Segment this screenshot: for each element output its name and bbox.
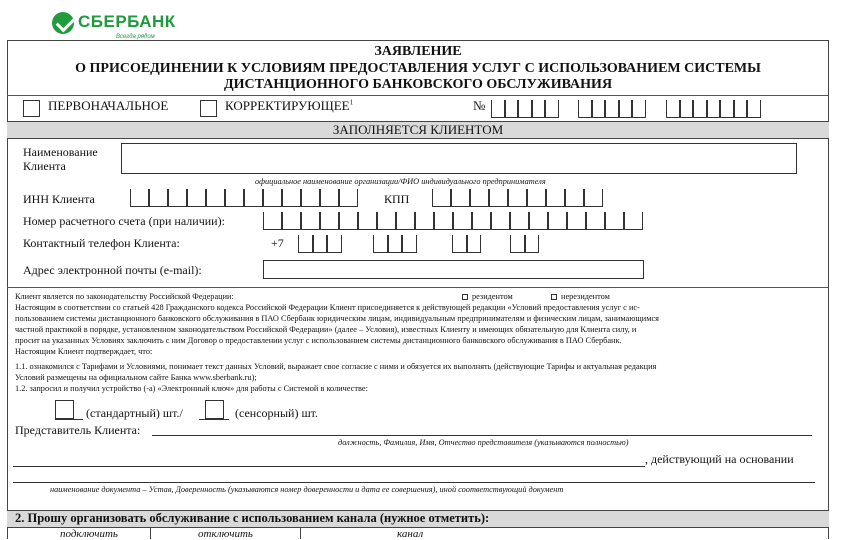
char-cell[interactable] xyxy=(565,189,584,207)
legal-p8: 1.2. запросил и получил устройство (-а) «Электронный ключ» для работы с Системой в количестве: xyxy=(15,384,368,393)
standard-key-count[interactable] xyxy=(55,400,74,419)
initial-label: ПЕРВОНАЧАЛЬНОЕ xyxy=(48,98,169,113)
char-cell[interactable] xyxy=(470,189,489,207)
char-cell[interactable] xyxy=(320,189,339,207)
nonresident-label: нерезидентом xyxy=(561,292,610,301)
char-cell[interactable] xyxy=(491,212,510,230)
section2-col-channel: канал xyxy=(397,528,424,540)
char-cell[interactable] xyxy=(548,212,567,230)
phone-prefix: +7 xyxy=(271,236,284,250)
name-label-1: Наименование xyxy=(23,145,98,159)
char-cell[interactable] xyxy=(545,100,559,118)
char-cell[interactable] xyxy=(489,189,508,207)
account-label: Номер расчетного счета (при наличии): xyxy=(23,214,225,228)
char-cell[interactable] xyxy=(592,100,606,118)
char-cell[interactable] xyxy=(680,100,694,118)
char-cell[interactable] xyxy=(693,100,707,118)
representative-hint: должность, Фамилия, Имя, Отчество представителя (указываются полностью) xyxy=(338,438,629,447)
section-client-header: ЗАПОЛНЯЕТСЯ КЛИЕНТОМ xyxy=(7,121,829,139)
char-cell[interactable] xyxy=(734,100,748,118)
char-cell[interactable] xyxy=(584,189,603,207)
resident-checkbox[interactable] xyxy=(462,294,468,300)
legal-p7: Условий размещены на официальном сайте Банка www.sberbank.ru); xyxy=(15,373,257,382)
char-cell[interactable] xyxy=(720,100,734,118)
char-cell[interactable] xyxy=(527,189,546,207)
divider xyxy=(150,528,151,539)
representative-input[interactable] xyxy=(152,435,812,436)
email-label: Адрес электронной почты (e-mail): xyxy=(23,263,202,277)
char-cell[interactable] xyxy=(586,212,605,230)
char-cell[interactable] xyxy=(327,235,342,253)
client-name-input[interactable] xyxy=(121,143,797,174)
char-cell[interactable] xyxy=(472,212,491,230)
char-cell[interactable] xyxy=(529,212,548,230)
char-cell[interactable] xyxy=(388,235,403,253)
nonresident-checkbox[interactable] xyxy=(551,294,557,300)
char-cell[interactable] xyxy=(320,212,339,230)
form-title-line3: ДИСТАНЦИОННОГО БАНКОВСКОГО ОБСЛУЖИВАНИЯ xyxy=(223,77,613,92)
section2-title: 2. Прошу организовать обслуживание с использованием канала (нужное отметить): xyxy=(15,511,490,525)
char-cell[interactable] xyxy=(149,189,168,207)
legal-p3: частной практикой в порядке, установленном законодательством Российской Федерации» (далее – Условия), известных Клиенту и имеющих обязательную для Клиента силу, и xyxy=(15,325,637,334)
char-cell[interactable] xyxy=(525,235,540,253)
char-cell[interactable] xyxy=(282,212,301,230)
client-name-hint: официальное наименование организации/ФИО индивидуального предпринимателя xyxy=(255,177,546,186)
char-cell[interactable] xyxy=(434,212,453,230)
char-cell[interactable] xyxy=(415,212,434,230)
basis-input[interactable] xyxy=(13,466,645,467)
phone-label: Контактный телефон Клиента: xyxy=(23,236,180,250)
name-label-2: Клиента xyxy=(23,159,66,173)
status-text: Клиент является по законодательству Российской Федерации: xyxy=(15,292,234,301)
corrective-footnote: 1 xyxy=(349,98,354,107)
char-cell[interactable] xyxy=(491,100,505,118)
inn-label: ИНН Клиента xyxy=(23,192,95,206)
kpp-label: КПП xyxy=(384,192,410,206)
char-cell[interactable] xyxy=(282,189,301,207)
logo-slogan: Всегда рядом xyxy=(116,34,155,40)
corrective-label: КОРРЕКТИРУЮЩЕЕ$^1$ xyxy=(225,98,354,113)
char-cell[interactable] xyxy=(546,189,565,207)
char-cell[interactable] xyxy=(244,189,263,207)
char-cell[interactable] xyxy=(313,235,328,253)
resident-label: резидентом xyxy=(472,292,513,301)
char-cell[interactable] xyxy=(358,212,377,230)
basis-doc-hint: наименование документа – Устав, Доверенность (указываются номер доверенности и дата ее совершения), иной соответствующий документ xyxy=(50,485,564,494)
char-cell[interactable] xyxy=(187,189,206,207)
char-cell[interactable] xyxy=(377,212,396,230)
char-cell[interactable] xyxy=(373,235,388,253)
char-cell[interactable] xyxy=(747,100,761,118)
char-cell[interactable] xyxy=(605,100,619,118)
char-cell[interactable] xyxy=(301,212,320,230)
char-cell[interactable] xyxy=(467,235,482,253)
legal-p4: просит на указанных Условиях заключить с ним Договор о предоставлении услуг с использованием системы дистанционного банковского обслуживания в ПАО Сбербанк. xyxy=(15,336,622,345)
char-cell[interactable] xyxy=(619,100,633,118)
representative-label: Представитель Клиента: xyxy=(15,423,141,437)
divider xyxy=(7,95,829,96)
touch-key-underline xyxy=(199,419,229,420)
number-label: № xyxy=(473,98,486,113)
char-cell[interactable] xyxy=(510,235,525,253)
char-cell[interactable] xyxy=(396,212,415,230)
char-cell[interactable] xyxy=(605,212,624,230)
char-cell[interactable] xyxy=(225,189,244,207)
logo-name: СБЕРБАНК xyxy=(78,12,176,31)
char-cell[interactable] xyxy=(402,235,417,253)
legal-p6: 1.1. ознакомился с Тарифами и Условиями, понимает текст данных Условий, выражает свое согласие с ними и обязуется их выполнять (действующие Тарифы и актуальная редакция xyxy=(15,362,657,371)
char-cell[interactable] xyxy=(624,212,643,230)
char-cell[interactable] xyxy=(130,189,149,207)
char-cell[interactable] xyxy=(206,189,225,207)
char-cell[interactable] xyxy=(632,100,646,118)
corrective-checkbox[interactable] xyxy=(200,100,217,117)
section2-col-disconnect: отключить xyxy=(198,528,253,540)
char-cell[interactable] xyxy=(567,212,586,230)
legal-p5: Настоящим Клиент подтверждает, что: xyxy=(15,347,153,356)
divider xyxy=(300,528,301,539)
char-cell[interactable] xyxy=(508,189,527,207)
char-cell[interactable] xyxy=(339,189,358,207)
char-cell[interactable] xyxy=(451,189,470,207)
char-cell[interactable] xyxy=(518,100,532,118)
char-cell[interactable] xyxy=(168,189,187,207)
char-cell[interactable] xyxy=(432,189,451,207)
form-title-line1: ЗАЯВЛЕНИЕ xyxy=(374,44,462,59)
email-input[interactable] xyxy=(263,260,644,279)
basis-doc-input[interactable] xyxy=(13,482,815,483)
char-cell[interactable] xyxy=(298,235,313,253)
char-cell[interactable] xyxy=(578,100,592,118)
touch-key-label: (сенсорный) шт. xyxy=(235,406,319,420)
section2-col-connect: подключить xyxy=(60,528,118,540)
standard-key-underline xyxy=(55,419,83,420)
touch-key-count[interactable] xyxy=(205,400,224,419)
basis-label: , действующий на основании xyxy=(645,452,794,466)
standard-key-label: (стандартный) шт./ xyxy=(86,406,183,420)
char-cell[interactable] xyxy=(263,212,282,230)
legal-p1: Настоящим в соответствии со статьей 428 Гражданского кодекса Российской Федерации Клиент присоединяется к действующей редакции «Условий предоставления услуг с ис- xyxy=(15,303,640,312)
char-cell[interactable] xyxy=(505,100,519,118)
char-cell[interactable] xyxy=(707,100,721,118)
divider xyxy=(7,287,829,288)
char-cell[interactable] xyxy=(263,189,282,207)
char-cell[interactable] xyxy=(453,212,472,230)
char-cell[interactable] xyxy=(666,100,680,118)
form-title-line2: О ПРИСОЕДИНЕНИИ К УСЛОВИЯМ ПРЕДОСТАВЛЕНИЯ УСЛУГ С ИСПОЛЬЗОВАНИЕМ СИСТЕМЫ xyxy=(75,61,761,76)
char-cell[interactable] xyxy=(510,212,529,230)
char-cell[interactable] xyxy=(301,189,320,207)
char-cell[interactable] xyxy=(339,212,358,230)
legal-p2: пользованием системы дистанционного банковского обслуживания в ПАО Сбербанк юридическим лицам, индивидуальным предпринимателям и физическим лицам, занимающимся xyxy=(15,314,659,323)
sberbank-logo-icon xyxy=(52,12,74,34)
initial-checkbox[interactable] xyxy=(23,100,40,117)
char-cell[interactable] xyxy=(532,100,546,118)
char-cell[interactable] xyxy=(452,235,467,253)
